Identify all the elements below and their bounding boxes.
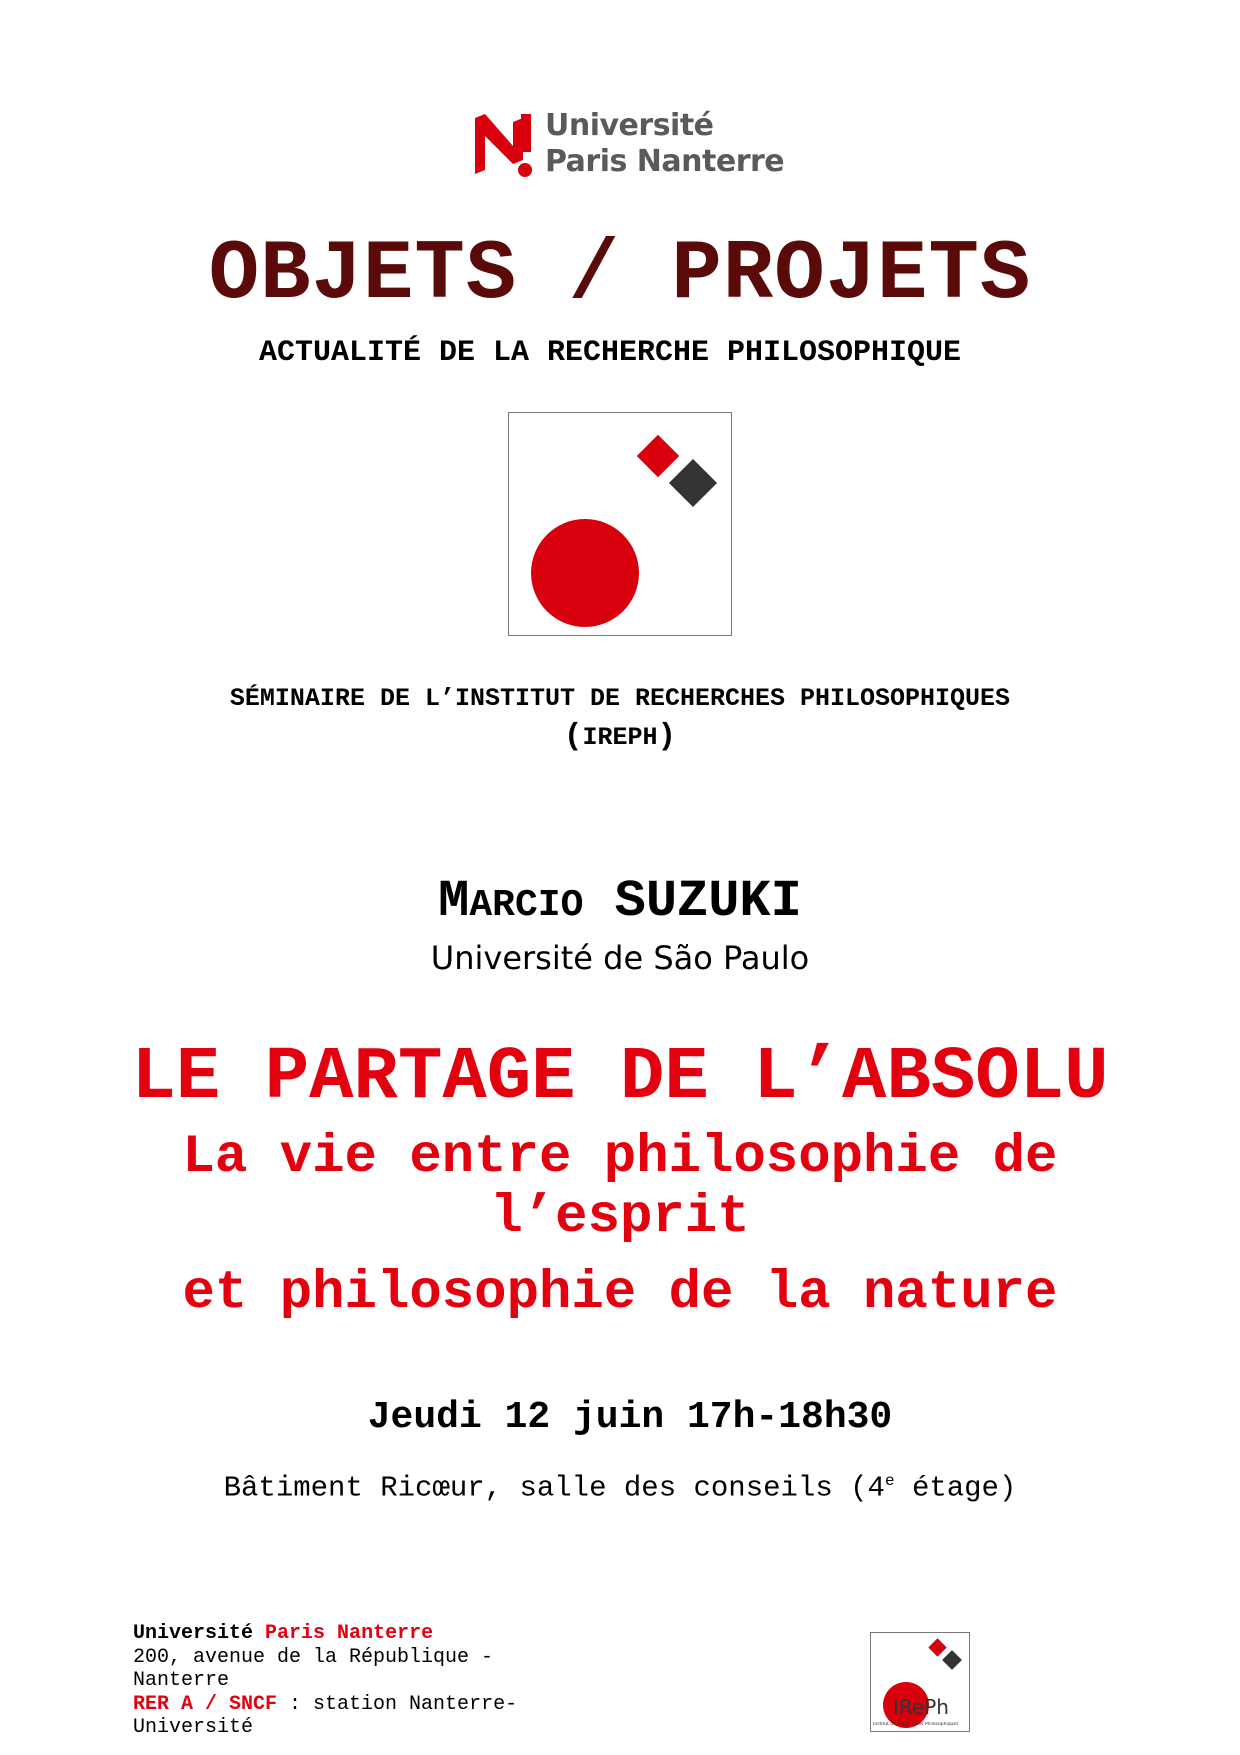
footer-transport: RER A / SNCF : station Nanterre-Université (133, 1692, 518, 1739)
ireph-logo-caption: Institut de Recherches Philosophiques (873, 1722, 959, 1727)
university-logo-line1: Université (545, 108, 714, 143)
speaker-affiliation: Université de São Paulo (430, 939, 810, 977)
seminar-line1: SÉMINAIRE DE L’INSTITUT DE RECHERCHES PHILOSOPHIQUES (229, 684, 1011, 713)
talk-subtitle-line2: et philosophie de la nature (182, 1263, 1058, 1324)
event-date-time: Jeudi 12 juin 17h-18h30 (367, 1396, 893, 1439)
ireph-logo-label: IRePh (893, 1695, 949, 1719)
talk-subtitle-line1: La vie entre philosophie de l’esprit (182, 1127, 1058, 1248)
page-title: OBJETS / PROJETS (208, 228, 1032, 323)
ireph-emblem-shapes-icon (509, 413, 731, 635)
speaker-name: MARCIO SUZUKI (438, 872, 802, 931)
seminar-line2: (IREPH) (563, 719, 677, 754)
seminar-heading (0, 680, 1240, 757)
university-logo (475, 108, 805, 188)
page-subtitle: ACTUALITÉ DE LA RECHERCHE PHILOSOPHIQUE (258, 336, 962, 370)
footer-address (133, 1622, 593, 1740)
footer-street: 200, avenue de la République - Nanterre (133, 1645, 494, 1692)
event-venue: Bâtiment Ricœur, salle des conseils (4e étage) (223, 1471, 1017, 1505)
footer-university: Université Paris Nanterre (133, 1622, 434, 1645)
talk-title: LE PARTAGE DE L’ABSOLU (131, 1036, 1109, 1120)
ireph-emblem (508, 412, 732, 636)
ireph-logo-small (870, 1632, 970, 1732)
university-logo-mark-icon (475, 114, 535, 178)
university-logo-line2: Paris Nanterre (545, 144, 785, 179)
seminar-acronym: IREPH (582, 723, 658, 752)
speaker-last-name: SUZUKI (614, 872, 802, 931)
